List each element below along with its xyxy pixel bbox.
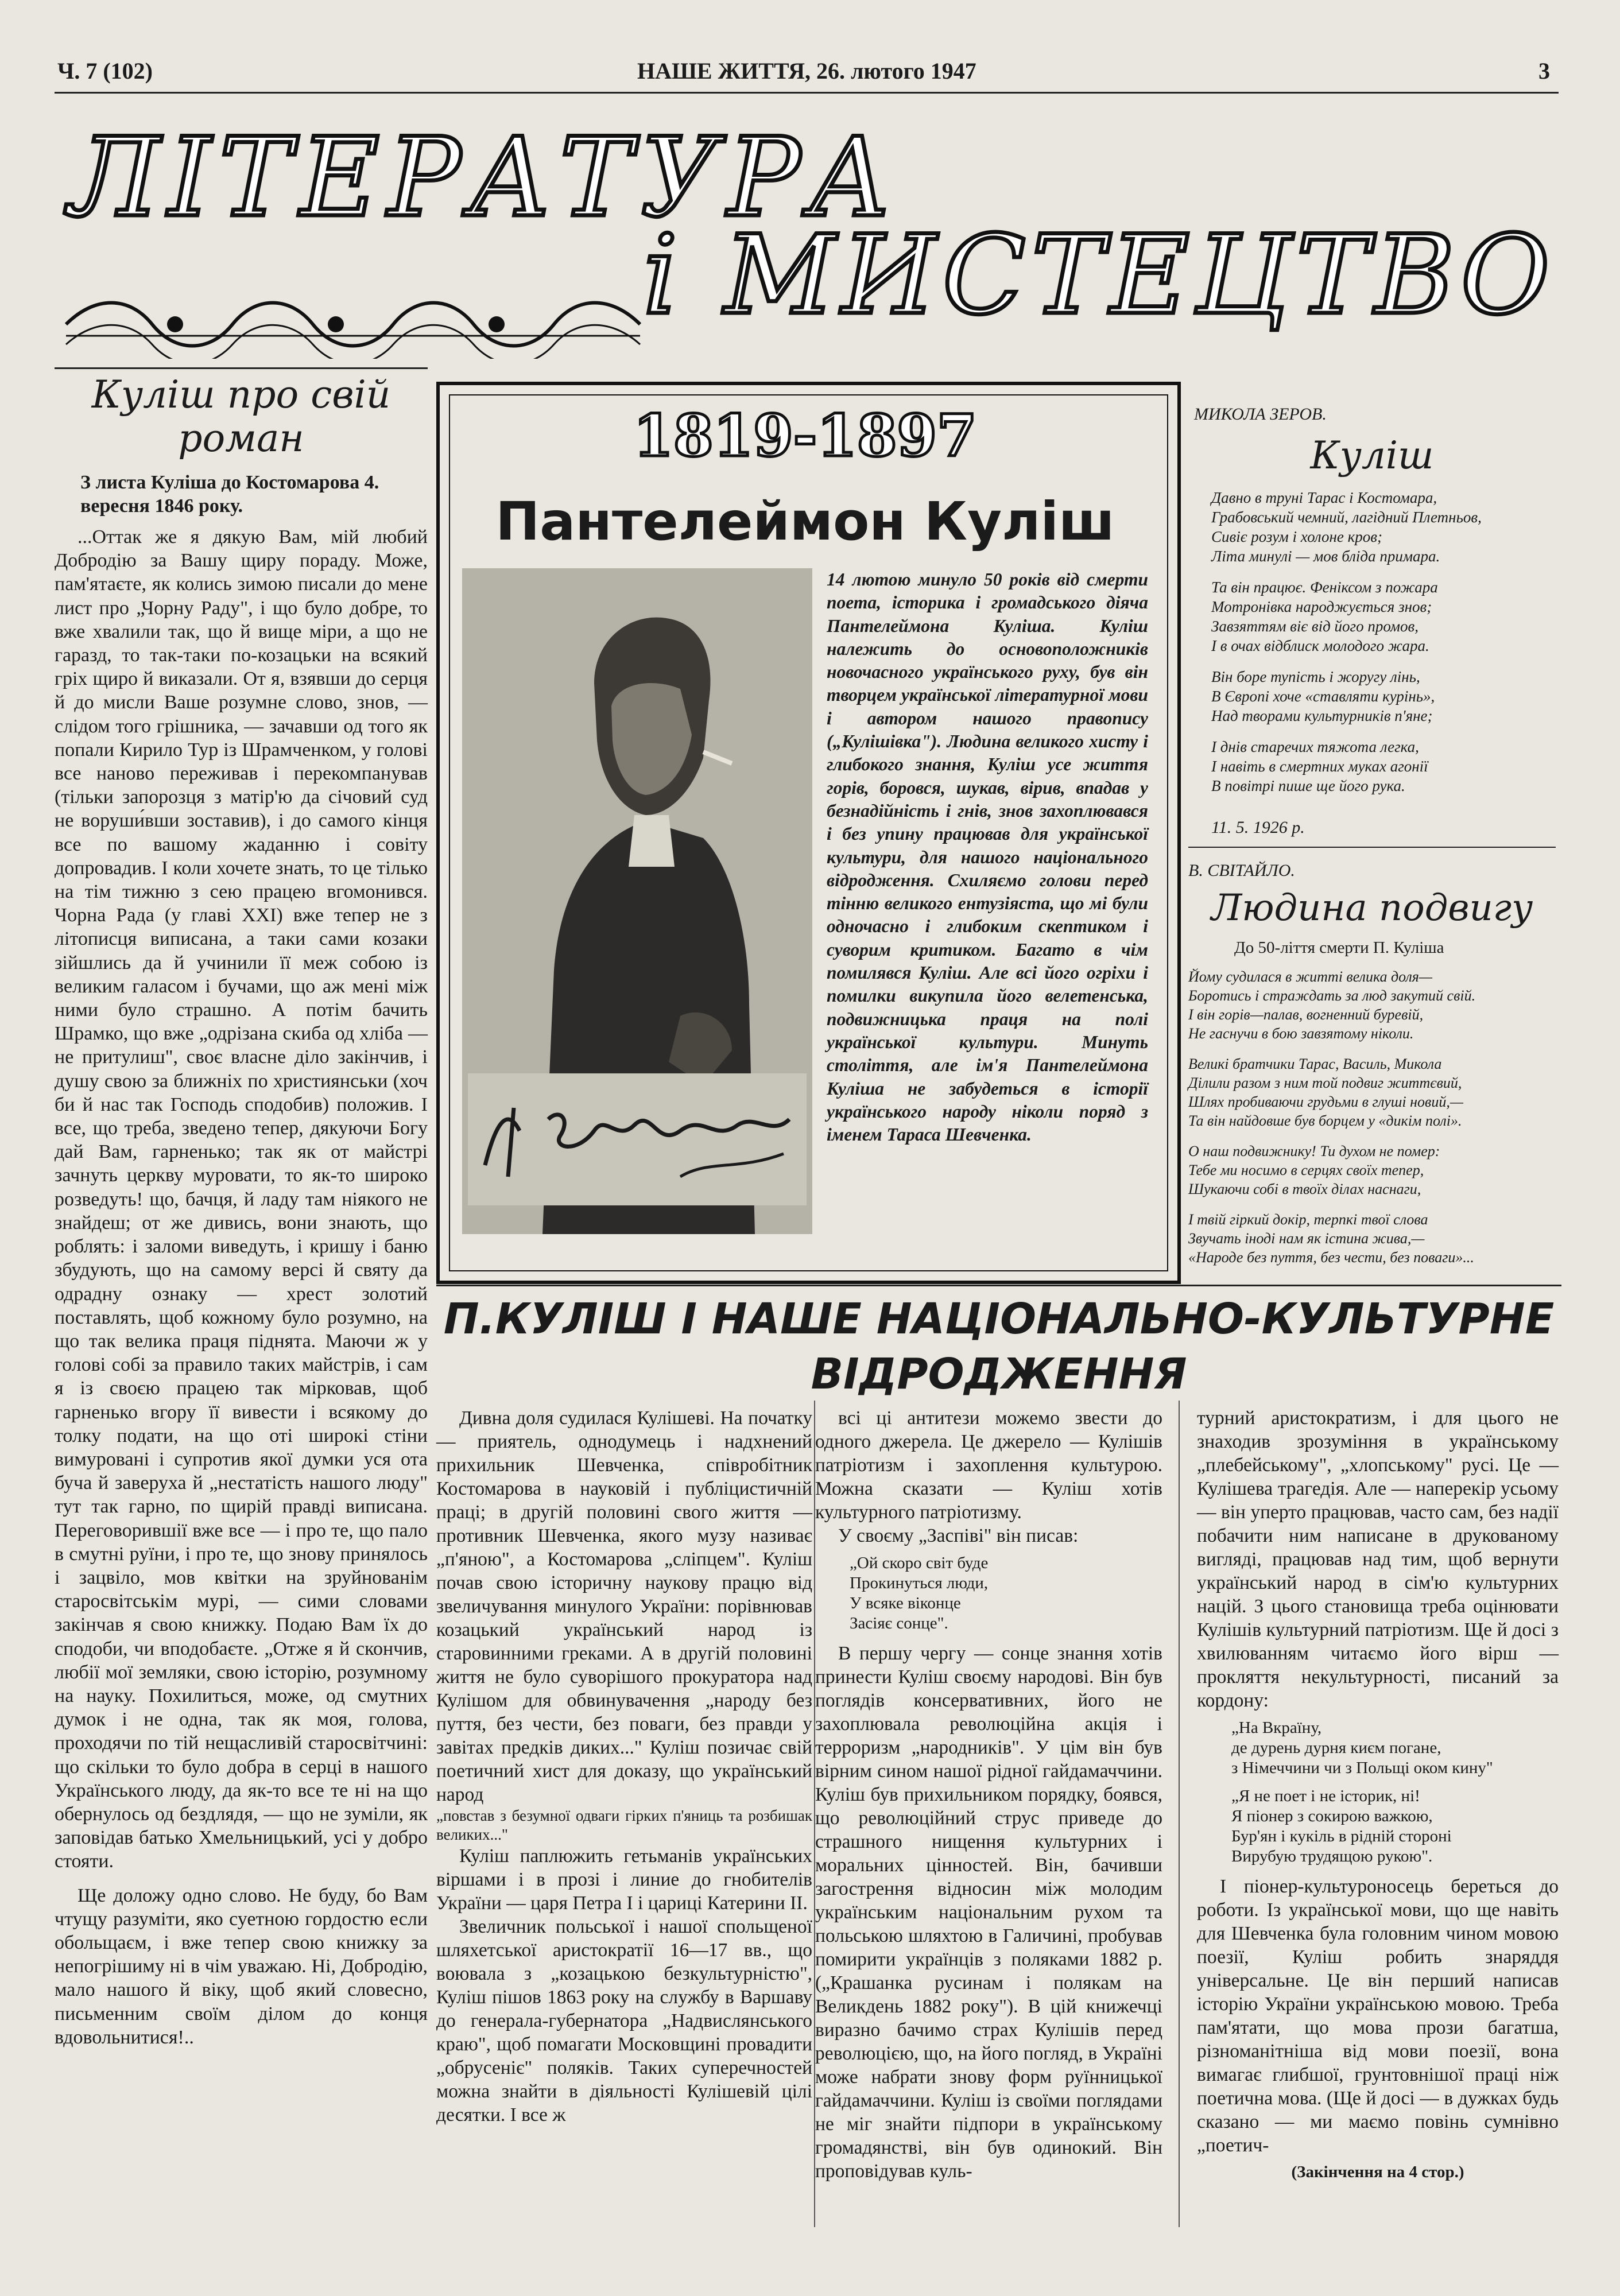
page-number: 3 (1538, 58, 1550, 84)
poem-line: Сивіє розум і холоне кров; (1211, 528, 1383, 545)
poem1-date: 11. 5. 1926 р. (1211, 818, 1305, 837)
life-years: 1819-1897 (633, 402, 977, 470)
poem-line: О наш подвижнику! Ти духом не помер: (1188, 1143, 1440, 1159)
verse-line: Засіяє сонце". (850, 1614, 948, 1632)
masthead-rule (55, 367, 428, 369)
poem-line: Йому судилася в житті велика доля— (1188, 968, 1433, 985)
poem-line: І днів старечих тяжота легка, (1211, 738, 1419, 755)
kulish-portrait-photo (462, 568, 812, 1234)
poem-line: Великі братчики Тарас, Василь, Микола (1188, 1056, 1442, 1072)
poem-line: Не гаснучи в бою завзятому ніколи. (1188, 1025, 1414, 1042)
poem-divider (1188, 847, 1556, 848)
newspaper-date: НАШЕ ЖИТТЯ, 26. лютого 1947 (637, 58, 976, 84)
verse-line: „Ой скоро світ буде (850, 1554, 989, 1572)
poem2-subtitle: До 50-ліття смерти П. Куліша (1234, 938, 1444, 957)
poem-line: Завзяттям віє від його промов, (1211, 618, 1419, 635)
article-paragraph: всі ці антитези можемо звести до одного джерела. Це джерело — Кулішів патріотизм і захоплення культурою. Можна сказати — Куліш хотів культурного патріотизму. (815, 1407, 1162, 1523)
poem-line (1211, 566, 1556, 577)
verse-line: У всяке віконце (850, 1594, 961, 1612)
main-article-title: П.КУЛІШ І НАШЕ НАЦІОНАЛЬНО-КУЛЬТУРНЕ ВІДРОДЖЕННЯ (443, 1294, 1555, 1399)
article-paragraph: турний аристократизм, і для цього не знаходив зрозуміння в українському „плебейському", „хлопському" русі. Це — Кулішева трагедія. Але — наперекір усьому — він уперто працював, часто сам, без надії побачити ним написане в друкованому вигляді, працював над тим, щоб вернути український народ в сім'ю культурних націй. З цього становища треба оцінювати Кулішів культурний патріотизм. Ще й досі з хвилюванням читаємо його вірш — прокляття некультурності, писаний за кордону: (1197, 1407, 1559, 1711)
poem-line: Та він працює. Феніксом з пожара (1211, 579, 1438, 596)
main-article-col2 (815, 1406, 1162, 2183)
left-article-subtitle: З листа Куліша до Костомарова 4. вересня 1846 року. (80, 472, 379, 517)
issue-number: Ч. 7 (102) (57, 58, 153, 84)
poem-line: І в очах відблиск молодого жара. (1211, 637, 1429, 654)
article-verse (1231, 1718, 1559, 1778)
poem-line: Шукаючи собі в твоїх ділах наснаги, (1188, 1181, 1421, 1197)
column-divider (814, 1401, 815, 2227)
verse-line: Вирубую трудящою рукою". (1231, 1847, 1433, 1865)
poem-line: Шлях пробиваючи грудьми в глуші новий,— (1188, 1093, 1463, 1110)
poem-line: Давно в труні Тарас і Костомара, (1211, 489, 1437, 506)
verse-line: Бур'ян і кукіль в рідній стороні (1231, 1827, 1452, 1845)
verse-line: з Німеччини чи з Польщі оком кину" (1231, 1759, 1493, 1777)
poem-line: Він боре тупість і жоругу лінь, (1211, 668, 1420, 685)
verse-line: Прокинуться люди, (850, 1574, 989, 1592)
left-article-paragraph: Ще доложу одно слово. Не буду, бо Вам чтущу разуміти, яко суетною гордостю если обольщаєм, і вже тепер свою книжку за непогрішиму ні в чім уважаю. Ні, Добродію, мало нашого й віку, щоб який словесно, письменним своїм ділом до конця вдовольнитися!.. (55, 1884, 428, 2048)
article-paragraph: Куліш паплюжить гетьманів українських віршами і в прозі і линие до гнобителів України — царя Петра І і цариці Катерини II. (436, 1845, 812, 1914)
poem-line: Літа минулі — мов бліда примара. (1211, 548, 1440, 565)
kulish-biography: 14 лютою минуло 50 років від смерти поета, історика і громадського діяча Пантелеймона Куліша. Куліш належить до основоположників новочасного українського руху, був він творцем української літературної мови і автором нашого правопису („Кулішівка"). Людина великого хисту і глибокого знання, Куліш усе життя горів, боровся, шукав, вірив, впадав у безнадійність і гнів, знов захоплювався і без упину працював для української культури, для нашого національного відродження. Схиляємо голови перед тінню великого ентузіяста, що мі були одночасно і глибоким скептиком і суворим критиком. Багато в чім помилявся Куліш. Але всі його огріхи і помилки викупила його велетенська, подвижницька праця на полі української культури. Минуть століття, але ім'я Пантелеймона Куліша не забудеться в історії українського народу ніколи поряд з іменем Тараса Шевченка. (827, 569, 1148, 1145)
continued-note: (Закінчення на 4 стор.) (1291, 2163, 1464, 2181)
header-rule (55, 92, 1559, 94)
poem-line: Ділили разом з ним той подвиг життєвий, (1188, 1075, 1462, 1091)
poem-line: Над творами культурників п'яне; (1211, 707, 1433, 724)
page-header (57, 57, 1550, 92)
poem1-author: МИКОЛА ЗЕРОВ. (1194, 405, 1327, 424)
poem-line: Грабовський чемний, лагідний Плетньов, (1211, 509, 1482, 526)
poem-line: «Народе без пуття, без чести, без поваги»... (1188, 1249, 1474, 1266)
poem-line (1188, 1043, 1556, 1054)
article-quote: „повстав з безумної одваги гірких п'яниць та розбишак великих..." (436, 1807, 812, 1843)
poem2-body (1188, 967, 1556, 1267)
poem-line (1188, 1199, 1556, 1210)
poem1-body (1211, 488, 1556, 796)
article-paragraph: Дивна доля судилася Кулішеві. На початку — приятель, однодумець і надхнений прихильник Шевченка, співробітник Костомарова в науковій і публіцистичній праці; в другій половині свого життя — противник Шевченка, якого музу називає „п'яною", а Костомарова „сліпцем". Куліш почав свою історичну наукову працю від звеличування минулого України: порівнював козацький український народ із старовинними греками. А в другій половині життя не було суворішого прокуратора над Кулішом для обвинувачення „народу без пуття, без чести, без поваги, без правди у завітах предків диких..." Куліш позичає свій поетичний хист для доказу, що український народ (436, 1407, 812, 1805)
poem-line (1211, 656, 1556, 667)
article-top-rule (436, 1285, 1561, 1286)
article-verse (1231, 1786, 1559, 1867)
masthead-art: і МИСТЕЦТВО (643, 212, 1556, 339)
article-paragraph: І піонер-культуроносець береться до роботи. Із української мови, що ще навіть для Шевченка була головним чином мовою поезії, Куліш робить знаряддя універсальне. Це він перший написав історію України українською мовою. Треба пам'ятати, що мова прози багатша, різноманітніша від мови поезії, вона вимагає глибшої, грунтовнішої праці ніж поетична мова. (Ще й досі — в дужках будь сказано — ми маємо повінь сумнівно „поетич- (1197, 1876, 1559, 2156)
poem-line: І він горів—палав, вогненний буревій, (1188, 1006, 1424, 1023)
poem-line: Мотронівка народжується знов; (1211, 598, 1432, 615)
verse-line: Я піонер з сокирою важкою, (1231, 1807, 1433, 1825)
left-article-body (55, 525, 428, 2049)
poem-line: В повітрі пише ще його рука. (1211, 777, 1405, 794)
main-article-col1 (436, 1406, 812, 2127)
poem-line: Звучать іноді нам як істина жива,— (1188, 1230, 1425, 1247)
portrait-name: Пантелеймон Куліш (495, 491, 1115, 552)
article-paragraph: У своєму „Заспіві" він писав: (838, 1525, 1079, 1546)
poem2-title: Людина подвигу (1211, 887, 1533, 929)
poem-line: Та він найдовше був борцем у «дикім полі». (1188, 1112, 1462, 1129)
signature-image (462, 568, 812, 1234)
poem-line: Боротись і страждать за люд закутий свій. (1188, 987, 1476, 1004)
article-verse (850, 1553, 1162, 1634)
left-article-title: Куліш про свій роман (91, 373, 391, 460)
left-article-paragraph: ...Оттак же я дякую Вам, мій любий Добродію за Вашу щиру пораду. Може, пам'ятаєте, як колись зимою писали до мене лист про „Чорну Раду", і що було добре, то вже хвалили так, що й вище міри, а що не гаразд, то так-таки по-козацьки на всякий гріх щиро й виказали. От я, взявши до серця й до мисли Ваше розумне слово, знов, — слідом того грішника, — зачавши од того як попали Кирило Тур із Шрамченком, у голові все наново переживав і перекомпанував (тільки запорозця з матір'ю да січовий суд не воруши́вши зоставив), і до самого кінця все по вашому жаданню і совіту допровадив. І коли хочете знать, то це тілько на тім тижню з сею працею вгомонився. Чорна Рада (у главі XXI) вже тепер не з літописця виписана, а таки сами козаки зійшлись да й учинили її меж собою із великим галасом і бучами, що аж мені між ними було страшно. А потім бачить Шрамко, що вже „одрізана скиба од хліба — не притулиш", своє власне діло закінчив, і душу свою за ближніх по християнськи (хоч би й нас так Господь сподобив) положив. І все, що треба, зведено тепер, дякуючи Богу дай Вам, гарненько; так як от майстрі зачнуть церкву муровати, то як-то широко розведуть! що, бачця, й ладу там ніякого не знайдеш; от же дивись, вони знають, що роблять: і заломи виведуть, і кришу і баню збудують, що на самому версі й святу да одрадну ознаку — хрест золотий поставлять, щоб кожному було розумно, на що так велика праця піднята. Маючи ж у голові собі за правило таких майстрів, і сам я із своєю працею так мірковав, щоб гарненько вгору її вивести і всякому до толку подати, на що оті широкі стіни вимуровані і супротив якої думки уся ота буча й заверуха й „нестатість нашого люду" тут так гарно, по щирій правді виписана. Переговорившії вже все — і про те, що пало в смутні руїни, і про те, що знову принялось і зацвіло, мов квітки на зруйнованім старосвітськім мурі, — сими словами закінчав я свою книжку. Подаю Вам їх до сподоби, чи вподобаєте. „Отже я й скончив, любії мої земляки, свою історію, розумному на науку. Похилиться, може, од смутних думок і не одна, так як моя, голова, проходячи по тій нещасливій старосвітчині: що скільки то було добра в серці в нашого Українського люду, да як-то все те ні на що обернулось од бездлядя, — що не зуміли, як заповідав батько Хмельницький, усі у добро стояти. (55, 526, 428, 1872)
article-paragraph: В першу чергу — сонце знання хотів принести Куліш своєму народові. Він був поглядів консервативних, його не захоплювала революційна акція і терроризм „народників". У цім він був вірним сином нашої рідної гайдамаччини. Куліш був прихильником порядку, боявся, що революційний струс приведе до страшного нищення культурних і моральних цінностей. Він, бачивши загострення відносин між молодим українським національним рухом та польською шляхтою в Галичині, пробував помирити українців з поляками 1882 р. („Крашанка русинам і полякам на Великдень 1882 року"). В цій книжечці виразно бачимо страх Кулішів перед революцією, що, на його погляд, в Україні може набрати знову форм руїнницької гайдамаччини. Куліш із своїми поглядами не міг знайти підпори в українському громадянстві, він був одинокий. Він проповідував куль- (815, 1643, 1162, 2182)
poem-line: І навіть в смертних муках агонії (1211, 758, 1428, 775)
verse-line: „На Вкраїну, (1231, 1719, 1322, 1737)
poem1-title: Куліш (1310, 433, 1434, 478)
poem-line: І твій гіркий докір, терпкі твої слова (1188, 1211, 1428, 1228)
poem-line (1211, 726, 1556, 737)
poem-line: Тебе ми носимо в серцях своїх тепер, (1188, 1162, 1424, 1178)
article-paragraph: Звеличник польської і нашої спольщеної шляхетської аристократії 16—17 вв., що воювала з „козацькою безкультурністю", Куліш пішов 1863 року на службу в Варшаву до генерала-губернатора „Надвислянського краю", щоб помагати Московщині провадити „обрусеніє" поляків. Таких суперечностей можна знайти в діяльності Кулішевій цілі десятки. І все ж (436, 1916, 812, 2126)
poem-line: В Європі хоче «ставляти курінь», (1211, 688, 1435, 705)
column-divider (1179, 1401, 1180, 2227)
verse-line: де дурень дурня києм погане, (1231, 1739, 1441, 1757)
masthead-literature: ЛІТЕРАТУРА (69, 114, 900, 241)
main-article-col3 (1197, 1406, 1559, 2184)
poem-line (1188, 1130, 1556, 1142)
poem2-author: В. СВІТАЙЛО. (1188, 861, 1295, 880)
ornament-divider (60, 290, 646, 359)
verse-line: „Я не поет і не історик, ні! (1231, 1787, 1420, 1805)
